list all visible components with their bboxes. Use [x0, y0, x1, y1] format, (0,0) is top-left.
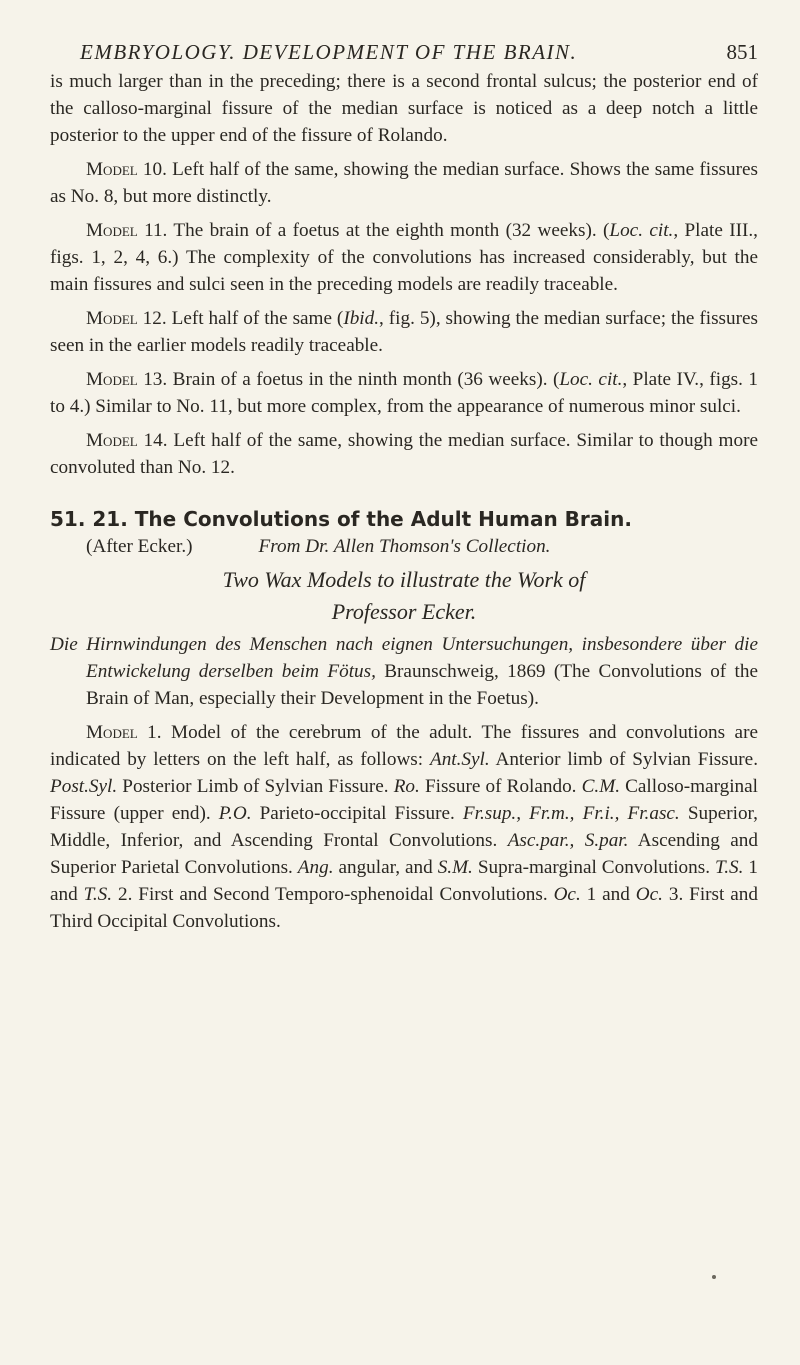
model-11-text-1: The brain of a foetus at the eighth month (32 weeks). ( — [167, 220, 610, 241]
model-12-label: Model 12. — [86, 308, 167, 329]
def-parietal: Ascending and Superior Parietal Convolutions. — [50, 830, 758, 878]
abbr-parietal: Asc.par., S.par. — [507, 830, 629, 851]
model-12-entry — [50, 305, 758, 359]
model-1-label: Model 1. — [86, 722, 162, 743]
model-10-text: Left half of the same, showing the median surface. Shows the same fissures as No. 8, but more distinctly. — [50, 159, 758, 207]
def-cm: Calloso-marginal Fissure (upper end). — [50, 776, 758, 824]
abbr-sm: S.M. — [437, 857, 473, 878]
model-14-label: Model 14. — [86, 430, 168, 451]
wax-models-title-line-2: Professor Ecker. — [331, 599, 477, 624]
model-13-label: Model 13. — [86, 369, 168, 390]
def-oc-3: 3. First and Third Occipital Convolutions. — [50, 884, 758, 932]
section-from: From Dr. Allen Thomson's Collection. — [258, 536, 551, 557]
running-head — [50, 28, 758, 68]
def-frontal: Superior, Middle, Inferior, and Ascending Frontal Convolutions. — [50, 803, 758, 851]
model-11-entry — [50, 217, 758, 298]
section-after: (After Ecker.) — [86, 536, 193, 557]
page-number: 851 — [726, 40, 758, 64]
abbr-oc-3: Oc. — [635, 884, 663, 905]
model-13-text-2: , Plate IV., figs. 1 to 4.) Similar to No. 11, but more complex, from the appearance of numerous minor sulci. — [50, 369, 758, 417]
model-13-entry — [50, 366, 758, 420]
model-1-entry — [50, 719, 758, 935]
abbr-ro: Ro. — [393, 776, 420, 797]
def-ts-1: 1 and — [50, 857, 758, 905]
model-10-label: Model 10. — [86, 159, 167, 180]
def-po: Parieto-occipital Fissure. — [251, 803, 463, 824]
model-14-text: Left half of the same, showing the median surface. Similar to though more convoluted than No. 12. — [50, 430, 758, 478]
def-ro: Fissure of Rolando. — [419, 776, 582, 797]
model-14-entry — [50, 427, 758, 481]
abbr-ts-2: T.S. — [83, 884, 113, 905]
abbr-cm: C.M. — [581, 776, 620, 797]
reference-entry — [50, 631, 758, 712]
abbr-oc-1: Oc. — [553, 884, 581, 905]
reference-title: Die Hirnwindungen des Menschen nach eignen Untersuchungen, insbesondere über die Entwickelung derselben beim Fötus, — [50, 634, 758, 682]
wax-models-title-line-1: Two Wax Models to illustrate the Work of — [222, 567, 586, 592]
reference-text: Braunschweig, 1869 (The Convolutions of the Brain of Man, especially their Development in the Foetus). — [86, 661, 758, 709]
def-sm: Supra-marginal Convolutions. — [472, 857, 715, 878]
page — [50, 28, 758, 935]
abbr-frontal: Fr.sup., Fr.m., Fr.i., Fr.asc. — [462, 803, 680, 824]
model-1-text: Model of the cerebrum of the adult. The fissures and convolutions are indicated by letters on the left half, as follows: — [50, 722, 758, 770]
abbr-po: P.O. — [218, 803, 252, 824]
abbr-ang: Ang. — [297, 857, 334, 878]
abbr-ts-1: T.S. — [714, 857, 744, 878]
model-11-citation: Loc. cit. — [609, 220, 674, 241]
running-head-title: EMBRYOLOGY. DEVELOPMENT OF THE BRAIN. — [80, 40, 578, 64]
section-attribution — [50, 533, 758, 561]
paragraph-continuation: is much larger than in the preceding; there is a second frontal sulcus; the posterior end of the calloso-marginal fissure of the median surface is noticed as a deep notch a little posterior to the upper end of the fissure of Rolando. — [50, 71, 758, 146]
model-12-citation: Ibid. — [343, 308, 380, 329]
model-11-text-2: , Plate III., figs. 1, 2, 4, 6.) The complexity of the convolutions has increased considerably, but the main fissures and sulci seen in the preceding models are readily traceable. — [50, 220, 758, 295]
abbr-post-syl: Post.Syl. — [50, 776, 118, 797]
model-13-citation: Loc. cit. — [559, 369, 623, 390]
def-ts-2: 2. First and Second Temporo-sphenoidal Convolutions. — [112, 884, 554, 905]
model-11-label: Model 11. — [86, 220, 168, 241]
section-heading: 51. 21. The Convolutions of the Adult Human Brain. — [50, 507, 632, 531]
def-ang: angular, and — [333, 857, 438, 878]
model-12-text-2: , fig. 5), showing the median surface; the fissures seen in the earlier models readily traceable. — [50, 308, 758, 356]
def-post-syl: Posterior Limb of Sylvian Fissure. — [117, 776, 394, 797]
abbr-ant-syl: Ant.Syl. — [429, 749, 490, 770]
print-speck — [712, 1275, 716, 1279]
model-13-text-1: Brain of a foetus in the ninth month (36 weeks). ( — [167, 369, 560, 390]
model-12-text-1: Left half of the same ( — [166, 308, 344, 329]
model-10-entry — [50, 156, 758, 210]
def-oc-1: 1 and — [580, 884, 636, 905]
def-ant-syl: Anterior limb of Sylvian Fissure. — [489, 749, 758, 770]
